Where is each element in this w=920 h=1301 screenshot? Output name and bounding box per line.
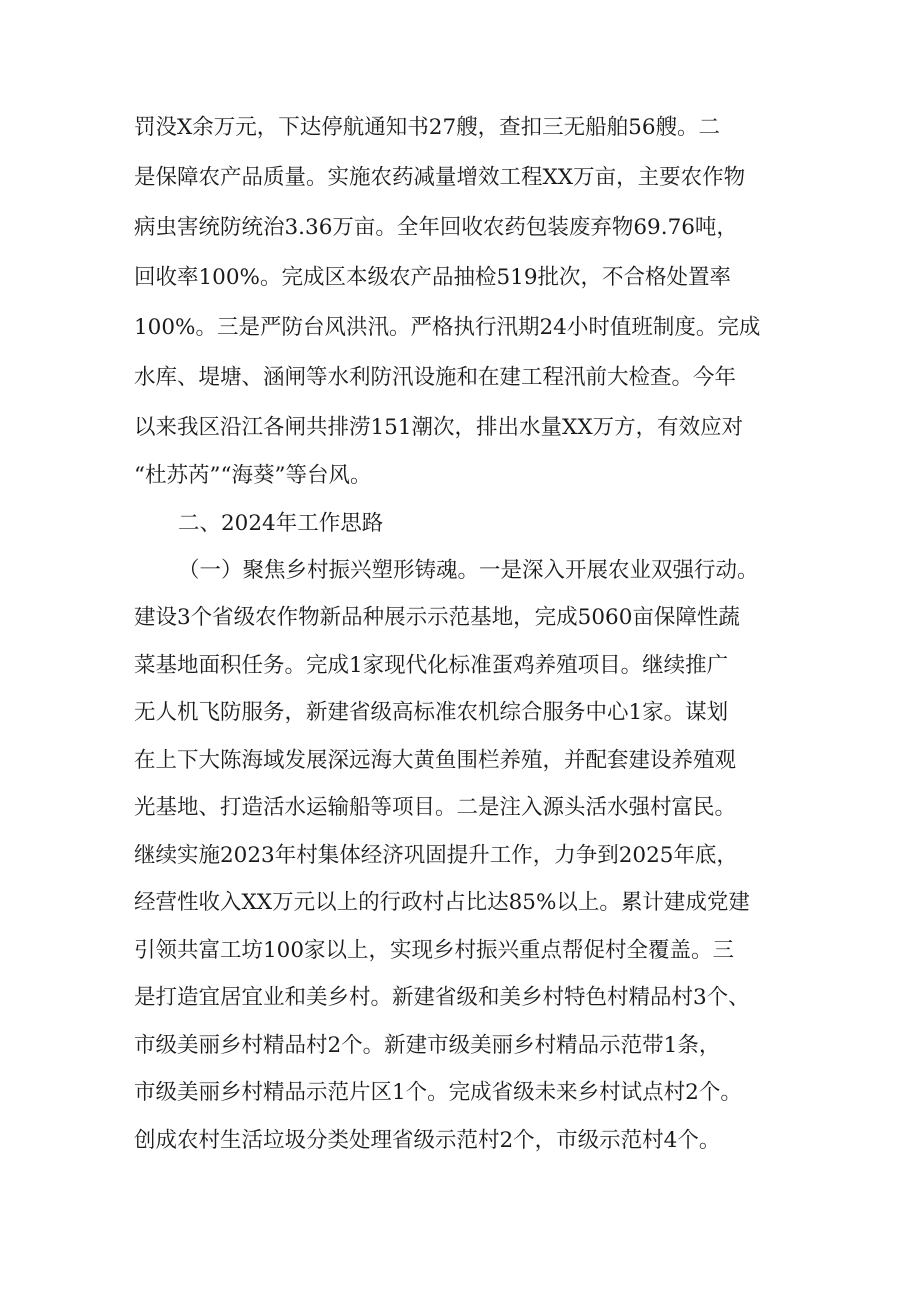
body-text-line: 引领共富工坊100家以上，实现乡村振兴重点帮促村全覆盖。三 bbox=[134, 938, 735, 963]
body-text-line: 创成农村生活垃圾分类处理省级示范村2个，市级示范村4个。 bbox=[134, 1128, 721, 1153]
body-text-line: 是打造宜居宜业和美乡村。新建省级和美乡村特色村精品村3个、 bbox=[134, 985, 750, 1010]
body-text-line: 100%。三是严防台风洪汛。严格执行汛期24小时值班制度。完成 bbox=[134, 315, 761, 340]
body-text-line: 经营性收入XX万元以上的行政村占比达85%以上。累计建成党建 bbox=[134, 890, 750, 915]
body-text-line: 光基地、打造活水运输船等项目。二是注入源头活水强村富民。 bbox=[134, 795, 737, 820]
body-text-line: 病虫害统防统治3.36万亩。全年回收农药包装废弃物69.76吨， bbox=[134, 215, 738, 240]
body-text-line: 回收率100%。完成区本级农产品抽检519批次，不合格处置率 bbox=[134, 265, 732, 290]
body-text-line: 以来我区沿江各闸共排涝151潮次，排出水量XX万方，有效应对 bbox=[134, 415, 744, 440]
body-text-line: 菜基地面积任务。完成1家现代化标准蛋鸡养殖项目。继续推广 bbox=[134, 653, 729, 678]
body-text-line: 罚没X余万元，下达停航通知书27艘，查扣三无船舶56艘。二 bbox=[134, 115, 721, 140]
body-text-line: 继续实施2023年村集体经济巩固提升工作，力争到2025年底， bbox=[134, 843, 738, 868]
body-text-line: 建设3个省级农作物新品种展示示范基地，完成5060亩保障性蔬 bbox=[134, 605, 740, 630]
section-heading: 二、2024年工作思路 bbox=[178, 511, 384, 536]
body-text-line: 在上下大陈海域发展深远海大黄鱼围栏养殖，并配套建设养殖观 bbox=[134, 748, 737, 773]
body-text-line: 是保障农产品质量。实施农药减量增效工程XX万亩，主要农作物 bbox=[134, 165, 746, 190]
body-text-line: 市级美丽乡村精品村2个。新建市级美丽乡村精品示范带1条， bbox=[134, 1033, 721, 1058]
body-text-line: （一）聚焦乡村振兴塑形铸魂。一是深入开展农业双强行动。 bbox=[178, 558, 759, 583]
body-text-line: 水库、堤塘、涵闸等水利防汛设施和在建工程汛前大检查。今年 bbox=[134, 365, 737, 390]
body-text-line: 市级美丽乡村精品示范片区1个。完成省级未来乡村试点村2个。 bbox=[134, 1080, 742, 1105]
body-text-line: “杜苏芮”“海葵”等台风。 bbox=[134, 463, 372, 488]
body-text-line: 无人机飞防服务，新建省级高标准农机综合服务中心1家。谋划 bbox=[134, 700, 729, 725]
